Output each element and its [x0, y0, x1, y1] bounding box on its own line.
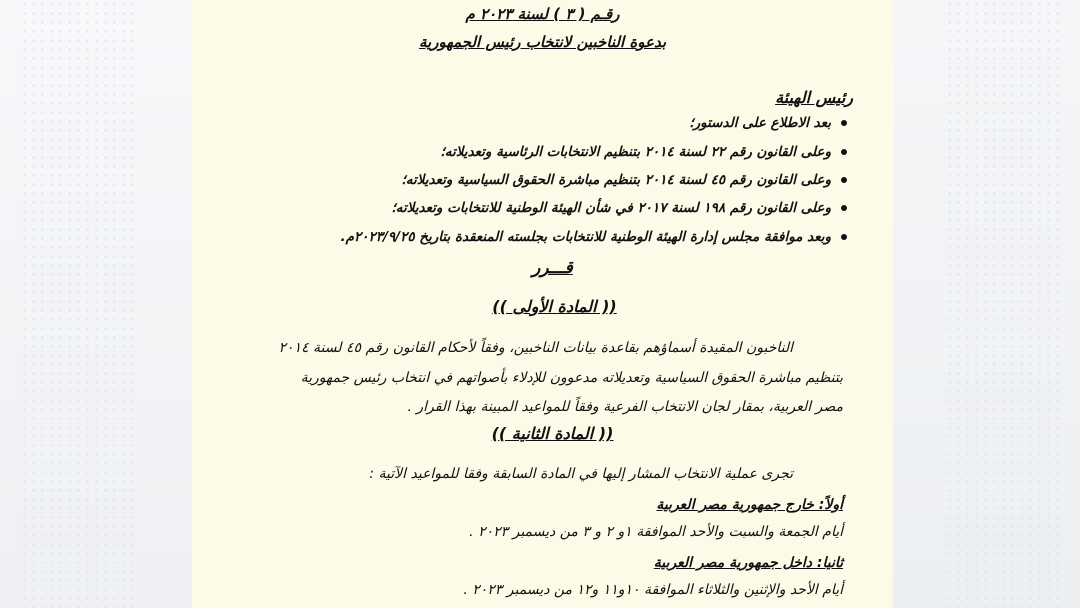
decision-subject: بدعوة الناخبين لانتخاب رئيس الجمهورية	[419, 33, 666, 51]
preamble-bullet-3: وعلى القانون رقم ٤٥ لسنة ٢٠١٤ بتنظيم مباشرة الحقوق السياسية وتعديلاته؛	[401, 172, 847, 188]
left-dot-pattern	[20, 0, 140, 608]
article-1-line-3: مصر العربية، بمقار لجان الانتخاب الفرعية وفقاً للمواعيد المبينة بهذا القرار .	[407, 399, 843, 415]
preamble-bullet-5: وبعد موافقة مجلس إدارة الهيئة الوطنية للانتخابات بجلسته المنعقدة بتاريخ ٢٠٢٣/٩/٢٥م.	[340, 229, 847, 245]
decree-document	[192, 0, 893, 608]
bullet-dot-icon	[841, 149, 847, 155]
bullet-dot-icon	[841, 234, 847, 240]
decided-heading: قـــرر	[532, 258, 573, 278]
article-1-line-1: الناخبون المقيدة أسماؤهم بقاعدة بيانات الناخبين، وفقاً لأحكام القانون رقم ٤٥ لسنة ٢٠١٤	[278, 340, 793, 356]
decision-number: رقـم ( ٣ ) لسنة ٢٠٢٣ م	[465, 5, 620, 23]
left-background-panel	[0, 0, 192, 608]
article-1-title: (( المادة الأولى ))	[492, 297, 617, 316]
right-dot-pattern	[945, 0, 1065, 608]
preamble-bullet-1: بعد الاطلاع على الدستور؛	[689, 115, 847, 131]
outside-egypt-dates: أيام الجمعة والسبت والأحد الموافقة ١و ٢ و ٣ من ديسمبر ٢٠٢٣ .	[469, 524, 843, 540]
inside-egypt-heading: ثانيا: داخل جمهورية مصر العربية	[653, 555, 843, 571]
article-2-title: (( المادة الثانية ))	[491, 424, 614, 443]
preamble-bullet-2: وعلى القانون رقم ٢٢ لسنة ٢٠١٤ بتنظيم الانتخابات الرئاسية وتعديلاته؛	[440, 144, 847, 160]
inside-egypt-dates: أيام الأحد والإثنين والثلاثاء الموافقة ١٠و١١ و١٢ من ديسمبر ٢٠٢٣ .	[463, 582, 843, 598]
outside-egypt-heading: أولاً: خارج جمهورية مصر العربية	[656, 497, 843, 513]
bullet-dot-icon	[841, 177, 847, 183]
bullet-dot-icon	[841, 120, 847, 126]
preamble-bullet-4: وعلى القانون رقم ١٩٨ لسنة ٢٠١٧ في شأن الهيئة الوطنية للانتخابات وتعديلاته؛	[391, 200, 847, 216]
right-background-panel	[893, 0, 1080, 608]
article-2-intro: تجرى عملية الانتخاب المشار إليها في المادة السابقة وفقا للمواعيد الآتية :	[369, 466, 793, 482]
bullet-dot-icon	[841, 205, 847, 211]
article-1-line-2: بتنظيم مباشرة الحقوق السياسية وتعديلاته مدعوون للإدلاء بأصواتهم في انتخاب رئيس جمهورية	[300, 370, 843, 386]
authority-heading: رئيس الهيئة	[775, 88, 853, 107]
